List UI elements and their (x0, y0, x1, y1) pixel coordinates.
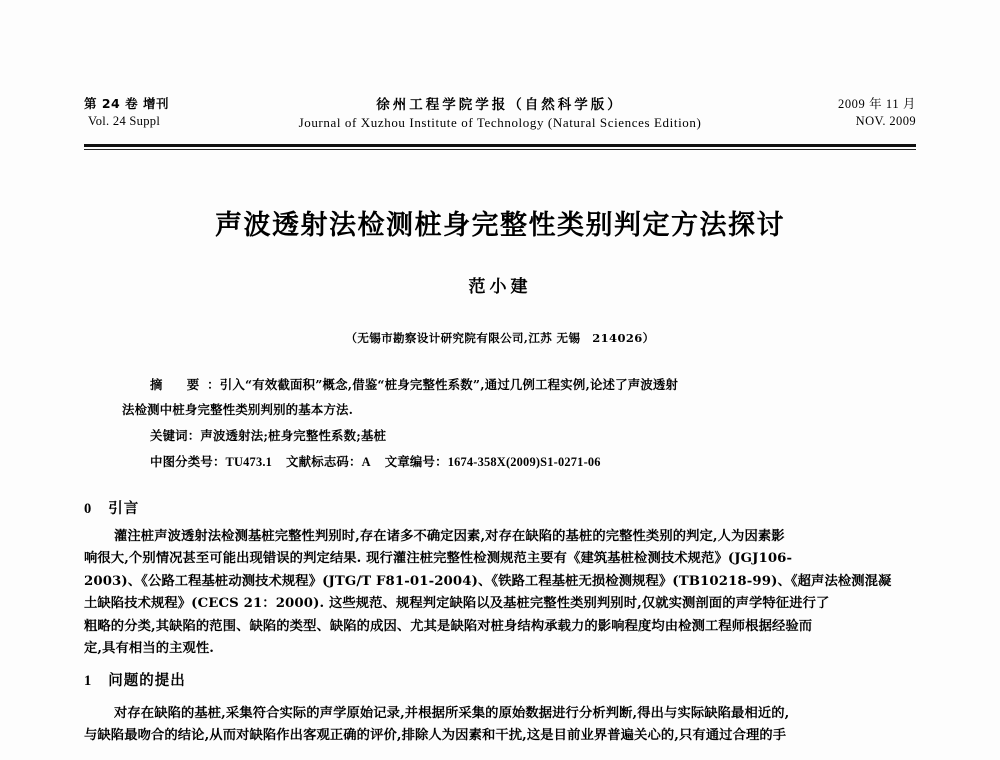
section-title-1: 问题的提出 (108, 673, 186, 689)
paragraph-line: 粗略的分类,其缺陷的范围、缺陷的类型、缺陷的成因、尤其是缺陷对桩身结构承载力的影响程度均由检测工程师根据经验而 (84, 618, 813, 634)
keywords-label: 关键词： (150, 428, 201, 443)
abstract-text-1: ：引入“有效截面积”概念,借鉴“桩身完整性系数”,通过几例工程实例,论述了声波透射 (207, 377, 679, 392)
masthead-date (838, 96, 916, 130)
section-number-1: 1 (84, 673, 93, 689)
doc-code-label: 文献标志码： (286, 454, 362, 469)
doc-code-value: A (361, 455, 371, 469)
masthead-volume-cn: 第 24 卷 增刊 (84, 96, 169, 111)
article-title: 声波透射法检测桩身完整性类别判定方法探讨 (215, 210, 785, 241)
masthead-journal-en: Journal of Xuzhou Institute of Technology (Natural Sciences Edition) (298, 115, 702, 131)
paragraph-line: 2003)、《公路工程基桩动测技术规程》(JTG/T F81-01-2004)、《铁路工程基桩无损检测规程》(TB10218-99)、《超声法检测混凝 (84, 573, 892, 589)
article-affiliation: （无锡市勘察设计研究院有限公司,江苏 无锡 214026） (345, 331, 655, 345)
abstract-block (122, 372, 882, 475)
masthead-volume-en: Vol. 24 Suppl (88, 113, 161, 128)
masthead-rule-thick (84, 144, 916, 147)
section-heading-0 (84, 497, 139, 518)
article-author: 范小建 (468, 277, 532, 297)
paragraph-line: 与缺陷最吻合的结论,从而对缺陷作出客观正确的评价,排除人为因素和干扰,这是目前业界普遍关心的,只有通过合理的手 (84, 728, 787, 744)
section-heading-1 (84, 669, 186, 690)
article-id-value: 1674-358X(2009)S1-0271-06 (447, 455, 601, 469)
paragraph-line: 灌注桩声波透射法检测基桩完整性判别时,存在诸多不确定因素,对存在缺陷的基桩的完整性类别的判定,人为因素影 (114, 529, 785, 544)
section-paragraph-0 (84, 526, 920, 660)
paragraph-line: 响很大,个别情况甚至可能出现错误的判定结果. 现行灌注桩完整性检测规范主要有《建筑基桩检测技术规范》(JGJ106- (84, 551, 793, 567)
clc-label: 中图分类号： (150, 454, 226, 469)
abstract-label: 摘 要 (150, 377, 206, 392)
abstract-line-1 (122, 372, 882, 397)
masthead-journal-cn: 徐州工程学院学报（自然科学版） (376, 97, 624, 113)
masthead-date-en: NOV. 2009 (855, 113, 916, 128)
masthead-journal-name (84, 96, 916, 132)
section-title-0: 引言 (108, 501, 140, 517)
keywords-line (122, 423, 882, 448)
paragraph-line: 定,具有相当的主观性. (84, 641, 215, 657)
abstract-line-2: 法检测中桩身完整性类别判别的基本方法. (122, 402, 354, 417)
clc-value: TU473.1 (225, 455, 273, 469)
keywords-value: 声波透射法;桩身完整性系数;基桩 (200, 428, 387, 443)
paragraph-line: 土缺陷技术规程》(CECS 21：2000). 这些规范、规程判定缺陷以及基桩完整性类别判别时,仅就实测剖面的声学特征进行了 (84, 596, 830, 612)
paragraph-line: 对存在缺陷的基桩,采集符合实际的声学原始记录,并根据所采集的原始数据进行分析判断,得出与实际缺陷最相近的, (114, 706, 790, 721)
masthead (84, 96, 916, 140)
article-id-label: 文章编号： (384, 454, 448, 469)
masthead-date-cn: 2009 年 11 月 (837, 97, 916, 111)
section-paragraph-1 (84, 703, 920, 748)
masthead-rule-thin (84, 149, 916, 150)
classification-line (122, 449, 882, 475)
section-number-0: 0 (84, 501, 93, 517)
